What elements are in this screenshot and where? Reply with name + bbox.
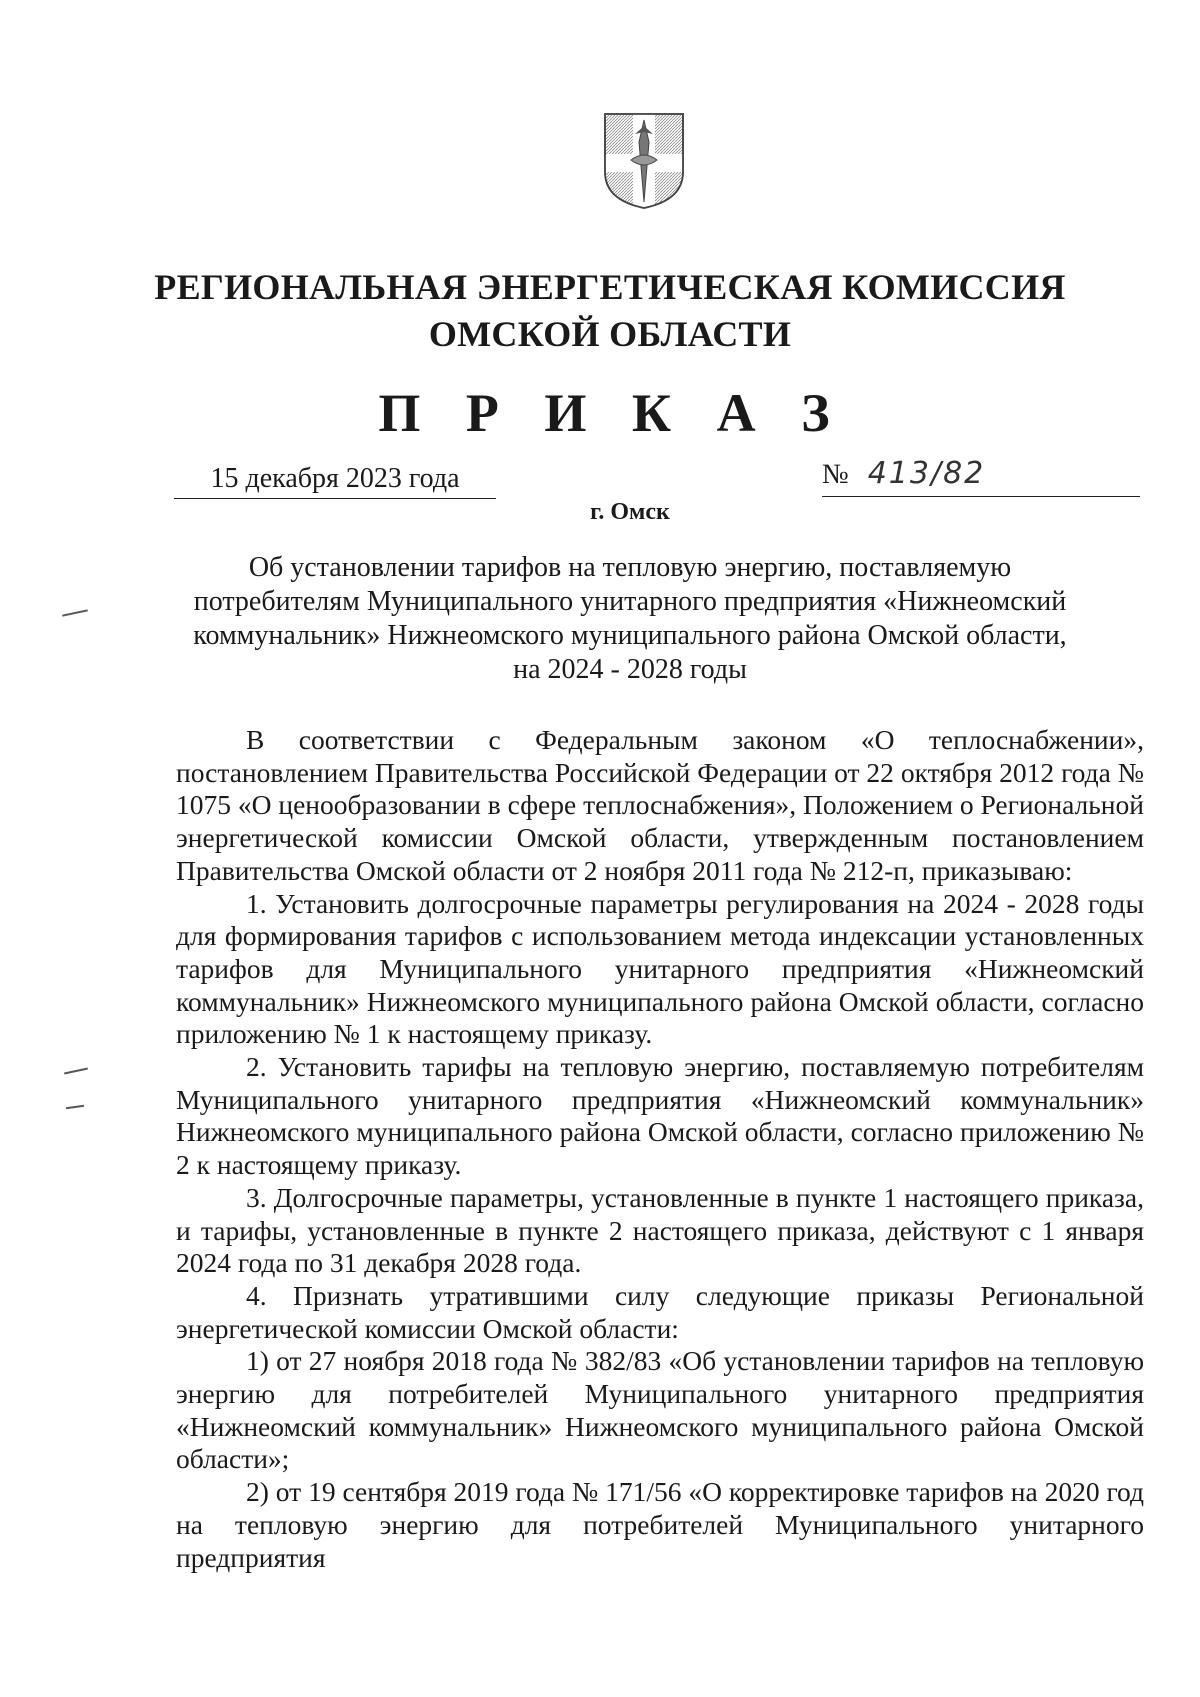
clause-4-item-1-paragraph: 1) от 27 ноября 2018 года № 382/83 «Об установлении тарифов на тепловую энергию для потребителей Муниципального унитарного предприятия «Нижнеомский коммунальник» Нижнеомского муниципального района Омской области»; bbox=[176, 1345, 1144, 1475]
title-line: Об установлении тарифов на тепловую энергию, поставляемую bbox=[248, 552, 1012, 583]
commission-name-line2: ОМСКОЙ ОБЛАСТИ bbox=[428, 314, 792, 354]
scan-margin-mark bbox=[66, 1105, 84, 1109]
scan-margin-mark bbox=[64, 1068, 88, 1075]
clause-2-paragraph: 2. Установить тарифы на тепловую энергию, поставляемую потребителям Муниципального унитарного предприятия «Нижнеомский коммунальник» Нижнеомского муниципального района Омской области, согласно приложению № 2 к настоящему приказу. bbox=[176, 1051, 1144, 1181]
document-date: 15 декабря 2023 года bbox=[174, 462, 496, 499]
clause-1-paragraph: 1. Установить долгосрочные параметры регулирования на 2024 - 2028 годы для формирования тарифов с использованием метода индексации установленных тарифов для Муниципального унитарного предприятия «Нижнеомский коммунальник» Нижнеомского муниципального района Омской области, согласно приложению № 1 к настоящему приказу. bbox=[176, 887, 1144, 1050]
clause-4-paragraph: 4. Признать утратившими силу следующие приказы Региональной энергетической комиссии Омской области: bbox=[176, 1279, 1144, 1344]
title-line: на 2024 - 2028 годы bbox=[513, 654, 747, 685]
coat-of-arms-emblem bbox=[603, 112, 685, 210]
document-body bbox=[176, 724, 1144, 1574]
document-type-heading: П Р И К А З bbox=[378, 383, 846, 443]
scan-margin-mark bbox=[62, 609, 88, 616]
document-title bbox=[190, 551, 1070, 687]
preamble-paragraph: В соответствии с Федеральным законом «О теплоснабжении», постановлением Правительства Российской Федерации от 22 октября 2012 года № 1075 «О ценообразовании в сфере теплоснабжения», Положением о Региональной энергетической комиссии Омской области, утвержденным постановлением Правительства Омской области от 2 ноября 2011 года № 212-п, приказываю: bbox=[176, 724, 1144, 886]
document-number-field bbox=[822, 455, 1140, 497]
clause-3-paragraph: 3. Долгосрочные параметры, установленные в пункте 1 настоящего приказа, и тарифы, установленные в пункте 2 настоящего приказа, действуют с 1 января 2024 года по 31 декабря 2028 года. bbox=[176, 1181, 1144, 1279]
clause-4-item-2-paragraph: 2) от 19 сентября 2019 года № 171/56 «О корректировке тарифов на 2020 год на тепловую энергию для потребителей Муниципального унитарного предприятия bbox=[176, 1476, 1144, 1573]
title-line: потребителям Муниципального унитарного предприятия «Нижнеомский bbox=[193, 586, 1067, 617]
commission-name-line1: РЕГИОНАЛЬНАЯ ЭНЕРГЕТИЧЕСКАЯ КОМИССИЯ bbox=[154, 267, 1066, 307]
document-city: г. Омск bbox=[590, 499, 670, 525]
number-sign: № bbox=[822, 459, 849, 490]
document-number: 413/82 bbox=[867, 456, 986, 491]
title-line: коммунальник» Нижнеомского муниципального района Омской области, bbox=[193, 620, 1067, 651]
